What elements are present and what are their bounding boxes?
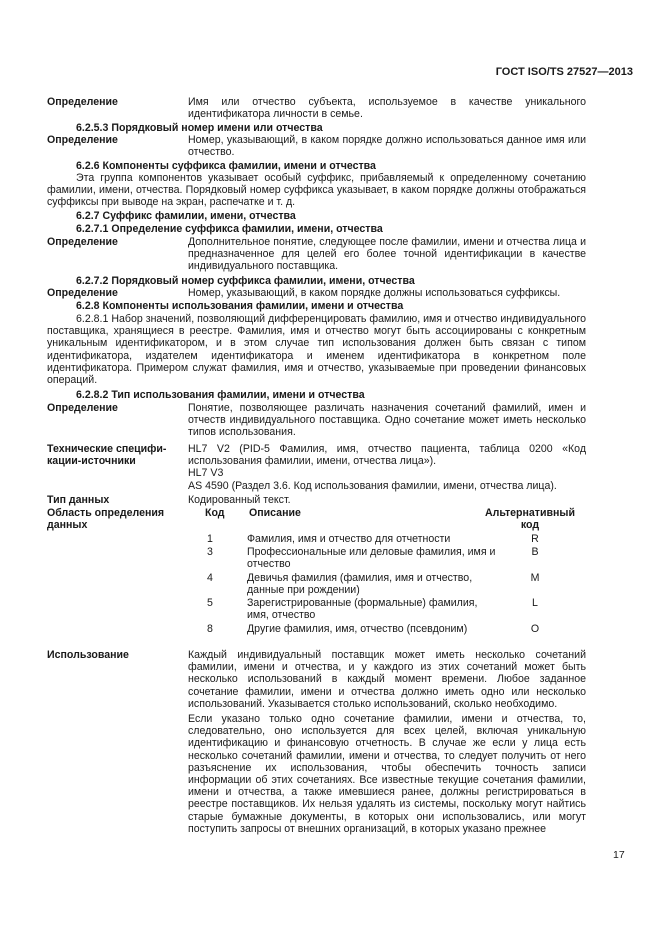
field-value: Дополнительное понятие, следующее после фамилии, имени и отчества лица и предназначенное для целей его более точной идентификации в качестве индивидуального поставщика. <box>188 236 586 273</box>
field-label: Тип данных <box>47 494 110 506</box>
description-cell: Девичья фамилия (фамилия, имя и отчество, данные при рождении) <box>247 572 473 597</box>
field-label: Определение <box>47 402 118 414</box>
usage-paragraph-1: Каждый индивидуальный поставщик может иметь несколько сочетаний фамилии, имени и отчества, и у каждого из этих сочетаний может быть несколько использований в каждый момент времени. Любое заданное сочетание фамилии, имени и отчества должно иметь одно или несколько использований. Указывается столько использований, сколько необходимо. <box>188 649 586 710</box>
section-heading-6-2-8-2: 6.2.8.2 Тип использования фамилии, имени и отчества <box>76 389 365 401</box>
field-label: Область определения данных <box>47 507 165 532</box>
description-cell: Другие фамилия, имя, отчество (псевдоним) <box>247 623 468 635</box>
field-label: Определение <box>47 134 118 146</box>
field-value: Имя или отчество субъекта, используемое в качестве уникального идентификатора личности в семье. <box>188 96 586 121</box>
alt-code-cell: R <box>531 533 539 545</box>
usage-paragraph-2: Если указано только одно сочетание фамилии, имени и отчества, то, следовательно, оно используется для всех целей, включая уникальную идентификацию и финансовую отчетность. В случае же если у лица есть несколько сочетаний фамилии, имени и отчества, то следует получить от него разъяснение их использования, чтобы обеспечить точность записи информации об этих сочетаниях. Все известные текущие сочетания фамилии, имени и отчества, а также имевшиеся ранее, должны регистрироваться в реестре поставщиков. Их нельзя удалять из системы, поскольку могут найтись старые бумажные документы, в которых они использовались, или могут поступить запросы от внешних организаций, в которых указано прежнее <box>188 713 586 835</box>
code-cell: 8 <box>207 623 213 635</box>
codes-header-alternative: Альтернативный код <box>485 507 575 532</box>
codes-header-code: Код <box>205 507 225 519</box>
alt-code-cell: B <box>531 546 539 558</box>
field-value: Понятие, позволяющее различать назначения сочетаний фамилий, имен и отчеств индивидуального поставщика. Одно сочетание может иметь несколько типов использования. <box>188 402 586 439</box>
field-value: Номер, указывающий, в каком порядке должно использоваться данное имя или отчество. <box>188 134 586 159</box>
code-cell: 3 <box>207 546 213 558</box>
alt-code-cell: O <box>530 623 540 635</box>
section-heading-6-2-7: 6.2.7 Суффикс фамилии, имени, отчества <box>76 210 296 222</box>
page-number: 17 <box>613 849 625 861</box>
code-cell: 5 <box>207 597 213 609</box>
section-heading-6-2-8: 6.2.8 Компоненты использования фамилии, имени и отчества <box>76 300 404 312</box>
field-value: Номер, указывающий, в каком порядке должны использоваться суффиксы. <box>188 287 561 299</box>
description-cell: Фамилия, имя и отчество для отчетности <box>247 533 451 545</box>
alt-code-cell: M <box>530 572 540 584</box>
section-heading-6-2-5-3: 6.2.5.3 Порядковый номер имени или отчества <box>76 122 323 134</box>
field-label: Определение <box>47 236 118 248</box>
code-cell: 1 <box>207 533 213 545</box>
field-value <box>188 443 586 492</box>
section-heading-6-2-7-2: 6.2.7.2 Порядковый номер суффикса фамилии, имени, отчества <box>76 275 415 287</box>
spec-hl7-v3: HL7 V3 <box>188 467 224 480</box>
section-heading-6-2-6: 6.2.6 Компоненты суффикса фамилии, имени и отчества <box>76 160 376 172</box>
description-cell: Профессиональные или деловые фамилия, имя и отчество <box>247 546 496 571</box>
alt-code-cell: L <box>532 597 538 609</box>
field-label: Определение <box>47 287 118 299</box>
code-cell: 4 <box>207 572 213 584</box>
spec-hl7-v2: HL7 V2 (PID-5 Фамилия, имя, отчество пациента, таблица 0200 «Код использования фамилии, имени, отчества лица»). <box>188 443 586 468</box>
paragraph-6-2-6: Эта группа компонентов указывает особый суффикс, прибавляемый к определенному сочетанию фамилии, имени, отчества. Порядковый номер суффикса указывает, в каком порядке должны отображаться суффиксы при выводе на экран, распечатке и т. д. <box>47 172 586 209</box>
field-value: Кодированный текст. <box>188 494 291 506</box>
field-label: Использование <box>47 649 129 661</box>
field-label: Технические специфи-кации-источники <box>47 443 167 468</box>
standard-designation: ГОСТ ISO/TS 27527—2013 <box>495 66 633 78</box>
codes-header-description: Описание <box>249 507 301 519</box>
spec-as4590: AS 4590 (Раздел 3.6. Код использования фамилии, имени, отчества лица). <box>188 479 557 492</box>
field-label: Определение <box>47 96 118 108</box>
section-heading-6-2-7-1: 6.2.7.1 Определение суффикса фамилии, имени, отчества <box>76 223 383 235</box>
paragraph-6-2-8-1: 6.2.8.1 Набор значений, позволяющий дифференцировать фамилию, имя и отчество индивидуального поставщика, хранящиеся в реестре. Фамилия, имя и отчество могут быть ассоциированы с конкретным уникальным идентификатором, и в этом случае тип использования должен быть связан с типом идентификатора, издателем идентификатора и именем идентификатора в конкретном поле идентификатора. Примером служат фамилия, имя и отчество, указываемые при проведении финансовых операций. <box>47 313 586 387</box>
description-cell: Зарегистрированные (формальные) фамилия, имя, отчество <box>247 597 478 622</box>
